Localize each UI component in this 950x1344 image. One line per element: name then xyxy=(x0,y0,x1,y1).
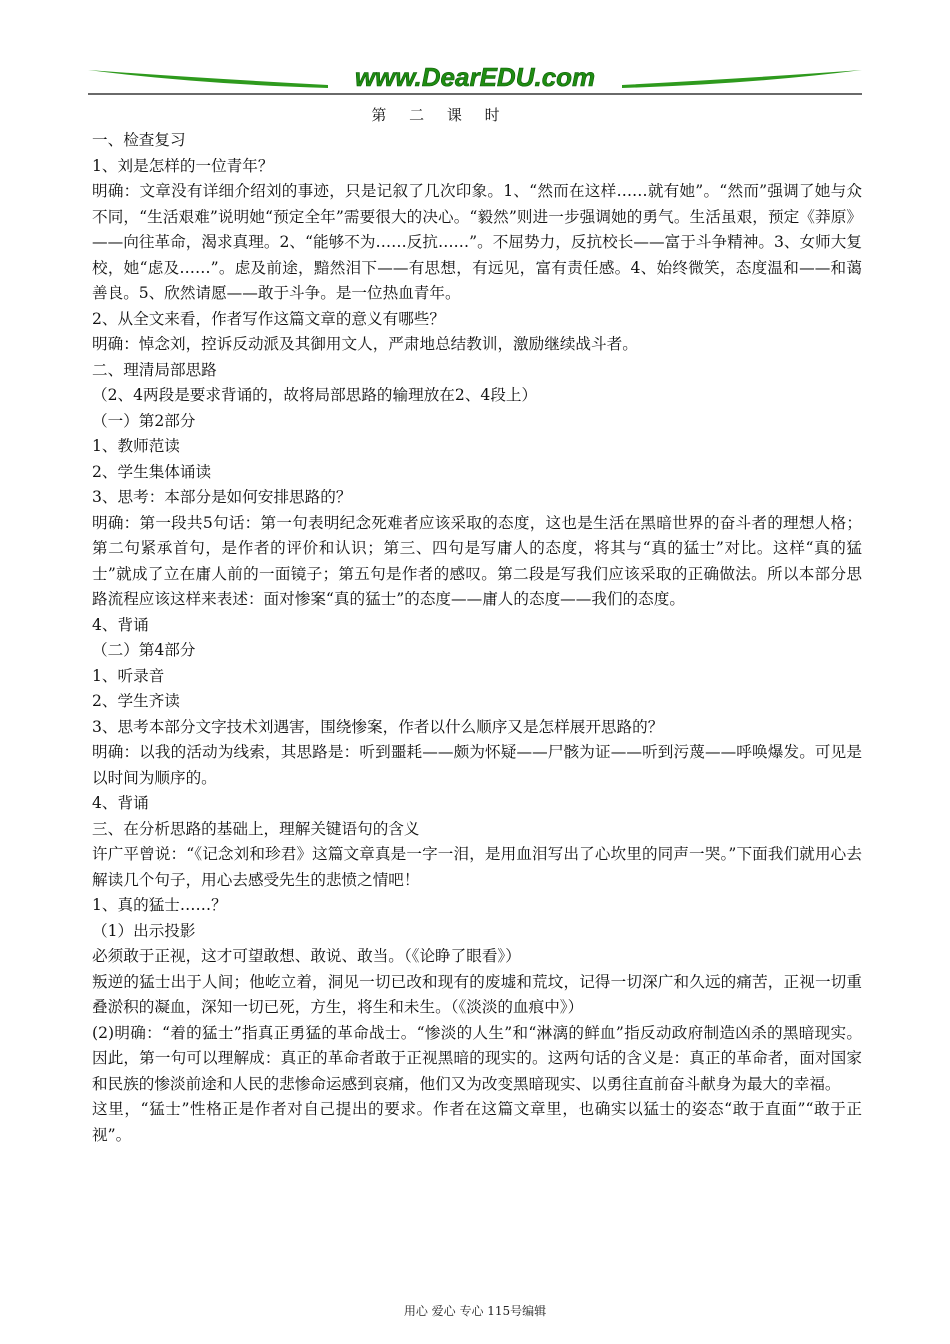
paragraph: 1、刘是怎样的一位青年？ xyxy=(92,156,274,175)
paragraph: 2、从全文来看，作者写作这篇文章的意义有哪些？ xyxy=(92,309,445,328)
paragraph: (2)明确：“着的猛士”指真正勇猛的革命战士。“惨淡的人生”和“淋漓的鲜血”指反动政府制造凶杀的黑暗现实。因此，第一句可以理解成：真正的革命者敢于正视黑暗的现实的。这两句话的含义是：真正的革命者，面对国家和民族的惨淡前途和人民的悲惨命运感到哀痛，他们又为改变黑暗现实、以勇往直前奋斗献身为最大的幸福。 xyxy=(92,1023,862,1093)
paragraph: 2、学生齐读 xyxy=(92,692,180,710)
paragraph: 必须敢于正视，这才可望敢想、敢说、敢当。（《论睁了眼看》） xyxy=(92,947,521,965)
paragraph: 叛逆的猛士出于人间；他屹立着，洞见一切已改和现有的废墟和荒坟，记得一切深广和久远的痛苦，正视一切重叠淤积的凝血，深知一切已死，方生，将生和未生。（《淡淡的血痕中》） xyxy=(92,972,862,1016)
paragraph: 2、学生集体诵读 xyxy=(92,462,212,481)
paragraph: 许广平曾说：“《记念刘和珍君》这篇文章真是一字一泪，是用血泪写出了心坎里的同声一哭。”下面我们就用心去解读几个句子，用心去感受先生的悲愤之情吧！ xyxy=(92,845,862,889)
left-swoosh-decoration xyxy=(88,70,328,88)
paragraph: （一）第2部分 xyxy=(92,411,196,430)
paragraph: 明确：文章没有详细介绍刘的事迹，只是记叙了几次印象。1、“然而在这样……就有她”。“然而”强调了她与众不同，“生活艰难”说明她“预定全年”需要很大的决心。“毅然”则进一步强调她的勇气。生活虽艰，预定《莽原》——向往革命，渴求真理。2、“能够不为……反抗……”。不屈势力，反抗校长——富于斗争精神。3、女师大复校，她“虑及……”。虑及前途，黯然泪下——有思想，有远见，富有责任感。4、始终微笑，态度温和——和蔼善良。5、欣然请愿——敢于斗争。是一位热血青年。 xyxy=(92,182,862,302)
right-swoosh-decoration xyxy=(622,70,862,88)
document-body xyxy=(92,128,862,1148)
paragraph: 1、教师范读 xyxy=(92,437,180,455)
paragraph: 1、听录音 xyxy=(92,666,165,685)
paragraph: （2、4两段是要求背诵的，故将局部思路的输理放在2、4段上） xyxy=(92,386,538,404)
paragraph: 三、在分析思路的基础上，理解关键语句的含义 xyxy=(92,819,420,838)
paragraph: 明确：以我的活动为线索，其思路是：听到噩耗——颇为怀疑——尸骸为证——听到污蔑——呼唤爆发。可见是以时间为顺序的。 xyxy=(92,743,862,787)
paragraph: 3、思考本部分文字技术刘遇害，围绕惨案，作者以什么顺序又是怎样展开思路的？ xyxy=(92,717,664,736)
paragraph: 一、检查复习 xyxy=(92,131,186,149)
paragraph: 明确：悼念刘，控诉反动派及其御用文人，严肃地总结教训，激励继续战斗者。 xyxy=(92,335,638,353)
paragraph: 4、背诵 xyxy=(92,615,149,634)
paragraph: （1）出示投影 xyxy=(92,921,196,940)
site-logo: www.DearEDU.com xyxy=(354,62,596,92)
paragraph: 二、理清局部思路 xyxy=(92,360,217,379)
paragraph: （二）第4部分 xyxy=(92,641,196,659)
paragraph: 明确：第一段共5句话：第一句表明纪念死难者应该采取的态度，这也是生活在黑暗世界的奋斗者的理想人格；第二句紧承首句，是作者的评价和认识；第三、四句是写庸人的态度，将其与“真的猛士”对比。这样“真的猛士”就成了立在庸人前的一面镜子；第五句是作者的感叹。第二段是写我们应该采取的正确做法。所以本部分思路流程应该这样来表述：面对惨案“真的猛士”的态度——庸人的态度——我们的态度。 xyxy=(92,513,862,608)
header-banner xyxy=(88,58,862,98)
paragraph: 这里，“猛士”性格正是作者对自己提出的要求。作者在这篇文章里，也确实以猛士的姿态“敢于直面”“敢于正视”。 xyxy=(92,1100,862,1144)
paragraph: 4、背诵 xyxy=(92,794,149,812)
paragraph: 3、思考：本部分是如何安排思路的？ xyxy=(92,488,352,506)
page-footer: 用心 爱心 专心 115号编辑 xyxy=(403,1304,547,1318)
page-title: 第 二 课 时 xyxy=(371,106,509,124)
paragraph: 1、真的猛士……？ xyxy=(92,896,227,914)
